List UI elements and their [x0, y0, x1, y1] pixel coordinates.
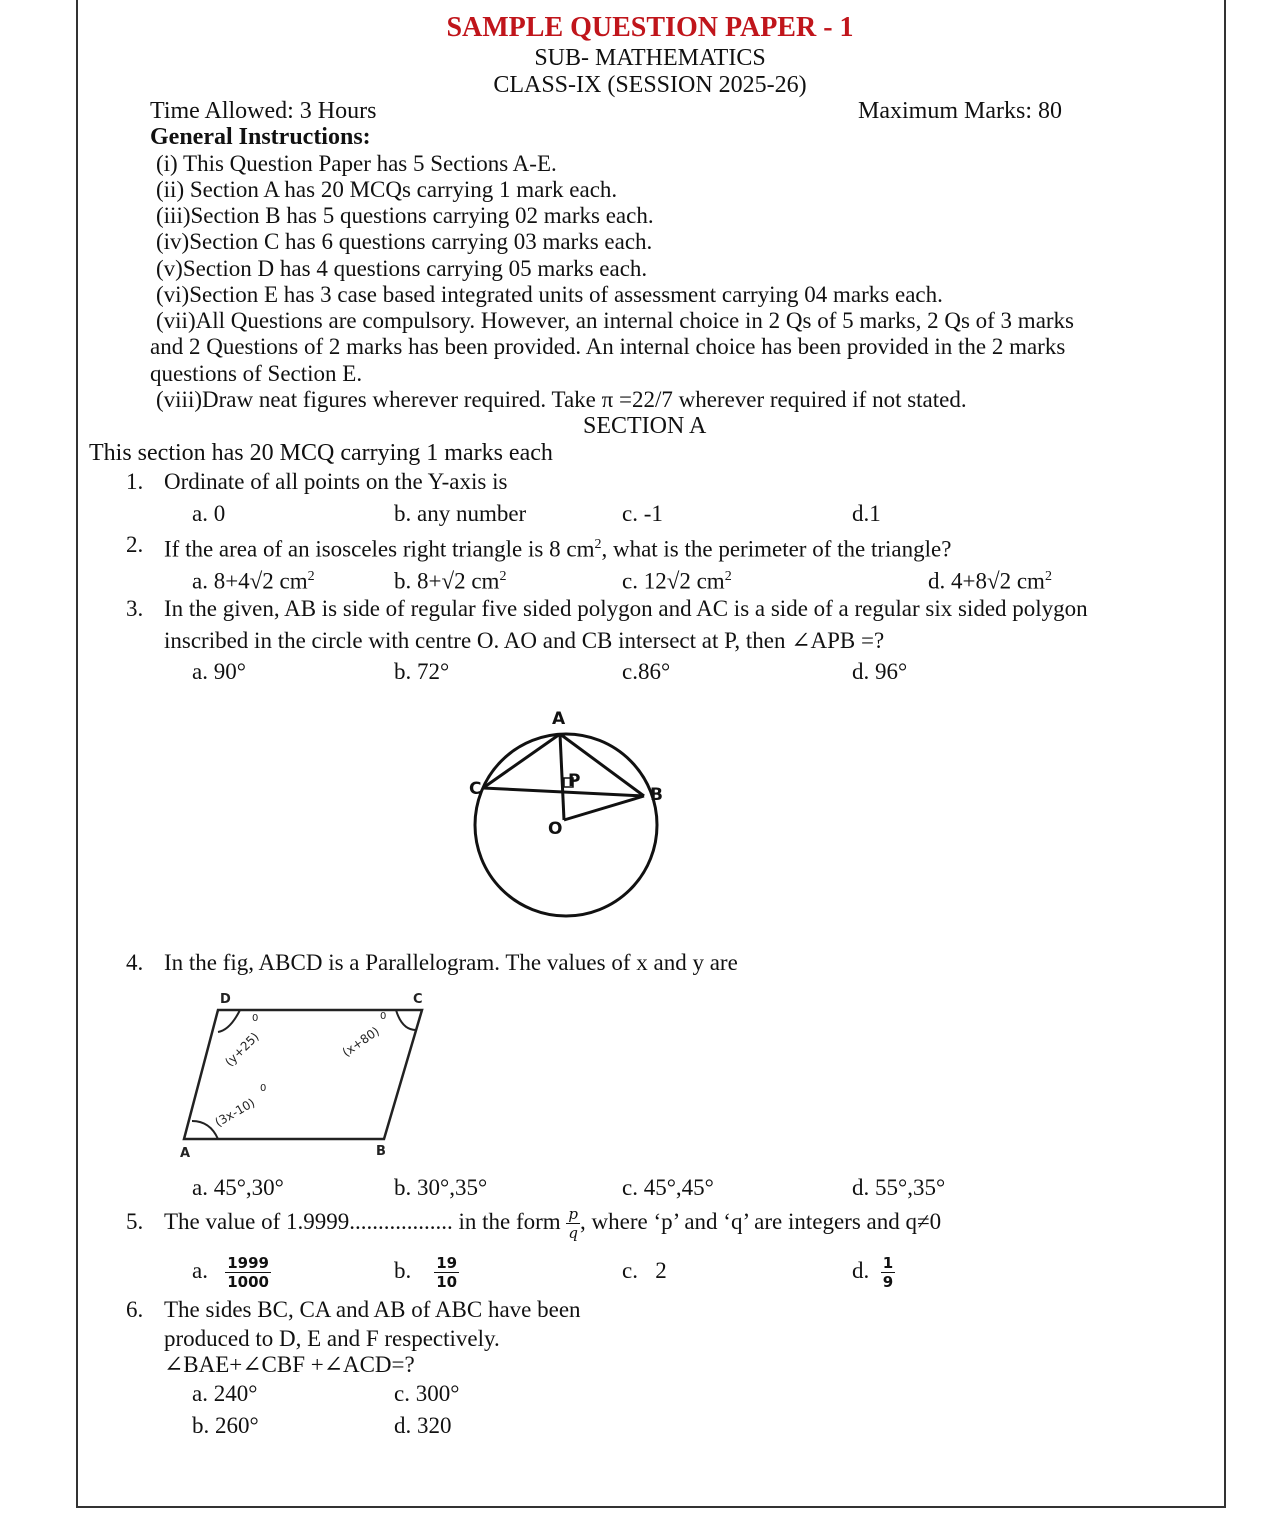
option-b: b. 8+√2 $cm^2$ [394, 568, 507, 594]
maximum-marks: Maximum Marks: 80 [858, 98, 1062, 124]
angle-arc-c [396, 1010, 416, 1030]
label-o: O [548, 819, 563, 839]
option-c: c. 2 [622, 1258, 667, 1283]
option-a: a. $\frac{1999}{1000}$ [192, 1254, 269, 1292]
question-text: In the given, AB is side of regular five sided polygon and AC is a side of a regular six sided polygon [164, 596, 1088, 621]
question-text: ∠BAE+∠CBF +∠ACD=? [164, 1352, 415, 1377]
circle-outline [475, 734, 657, 916]
question-number: 1. [126, 469, 144, 494]
label-a: A [180, 1146, 191, 1161]
question-number: 3. [126, 596, 144, 621]
paper-title: SAMPLE QUESTION PAPER - 1 [446, 12, 854, 43]
option-c: c. 300° [394, 1381, 460, 1406]
option-b: b. 72° [394, 659, 450, 684]
option-d: d. $\frac{1}{9}$ [852, 1254, 894, 1292]
label-b: B [650, 785, 663, 805]
option-a: a. 45°,30° [192, 1175, 284, 1200]
angle-arc-a [192, 1121, 218, 1139]
instruction-item: (i) This Question Paper has 5 Sections A-E. [156, 151, 557, 176]
instruction-item: (iv)Section C has 6 questions carrying 03 marks each. [156, 229, 653, 254]
option-a: a. 240° [192, 1381, 258, 1406]
degree-mark: 0 [260, 1083, 267, 1094]
label-d: D [220, 992, 231, 1007]
section-a-title: SECTION A [583, 413, 707, 439]
question-text: Ordinate of all points on the Y-axis is [164, 469, 508, 494]
question-text: inscribed in the circle with centre O. AO and CB intersect at P, then ∠APB =? [164, 628, 885, 653]
question-number: 6. [126, 1297, 144, 1322]
question-text: If the area of an isosceles right triangle is 8 $cm^2$, what is the perimeter of the triangle? [164, 536, 952, 562]
question-number: 2. [126, 532, 144, 557]
angle-label-x: (x+80) [339, 1024, 382, 1060]
instruction-item: (viii)Draw neat figures wherever required. Take π =22/7 wherever required if not stated. [156, 387, 967, 412]
question-text: In the fig, ABCD is a Parallelogram. The values of x and y are [164, 950, 738, 975]
subject-line: SUB- MATHEMATICS [534, 45, 766, 71]
section-a-intro: This section has 20 MCQ carrying 1 marks each [89, 440, 553, 466]
parallelogram-figure [170, 985, 440, 1165]
option-a: a. 8+4√2 $cm^2$ [192, 568, 315, 594]
angle-label-y: (y+25) [222, 1029, 262, 1070]
option-d: d. 96° [852, 659, 908, 684]
option-d: d.1 [852, 501, 881, 526]
question-number: 5. [126, 1209, 144, 1234]
option-c: c. 45°,45° [622, 1175, 714, 1200]
instruction-item: (vii)All Questions are compulsory. However, an internal choice in 2 Qs of 5 marks, 2 Qs of 3 marks [156, 308, 1075, 333]
question-text: The value of 1.9999.................. in the form $\frac{p}{q}$ , where ‘p’ and ‘q’ are integers and q≠0 [164, 1205, 942, 1243]
instruction-item: (ii) Section A has 20 MCQs carrying 1 mark each. [156, 177, 618, 202]
degree-mark: 0 [380, 1011, 387, 1022]
question-number: 4. [126, 950, 144, 975]
option-c: c. 12√2 $cm^2$ [622, 568, 732, 594]
label-c: C [413, 992, 423, 1007]
time-allowed: Time Allowed: 3 Hours [150, 98, 377, 124]
segment-ao [560, 734, 564, 820]
instruction-item: (v)Section D has 4 questions carrying 05 marks each. [156, 256, 648, 281]
angle-arc-d [218, 1010, 240, 1032]
class-line: CLASS-IX (SESSION 2025-26) [493, 72, 807, 98]
question-text: The sides BC, CA and AB of ABC have been [164, 1297, 581, 1322]
instruction-item: questions of Section E. [150, 361, 363, 386]
label-a: A [552, 709, 566, 729]
option-b: b. 30°,35° [394, 1175, 488, 1200]
circle-polygon-figure [460, 700, 680, 930]
option-d: d. 4+8√2 $cm^2$ [928, 568, 1052, 594]
label-c: C [469, 779, 482, 799]
question-text: produced to D, E and F respectively. [164, 1326, 500, 1351]
instruction-item: (iii)Section B has 5 questions carrying 02 marks each. [156, 203, 654, 228]
option-d: d. 55°,35° [852, 1175, 946, 1200]
chord-ca [483, 734, 560, 788]
option-c: c. -1 [622, 501, 663, 526]
option-c: c.86° [622, 659, 671, 684]
option-a: a. 90° [192, 659, 246, 684]
label-b: B [376, 1144, 386, 1159]
option-b: b. $\frac{19}{10}$ [394, 1254, 458, 1292]
option-b: b. 260° [192, 1413, 259, 1438]
label-p: P [568, 771, 581, 791]
degree-mark: 0 [252, 1013, 259, 1024]
instructions-heading: General Instructions: [150, 124, 371, 150]
angle-label-3x: (3x-10) [212, 1095, 258, 1130]
instruction-item: and 2 Questions of 2 marks has been provided. An internal choice has been provided in the 2 marks [150, 334, 1066, 359]
instruction-item: (vi)Section E has 3 case based integrated units of assessment carrying 04 marks each. [156, 282, 943, 307]
option-b: b. any number [394, 501, 527, 526]
segment-ob [564, 796, 644, 820]
option-a: a. 0 [192, 501, 226, 526]
option-d: d. 320 [394, 1413, 452, 1438]
